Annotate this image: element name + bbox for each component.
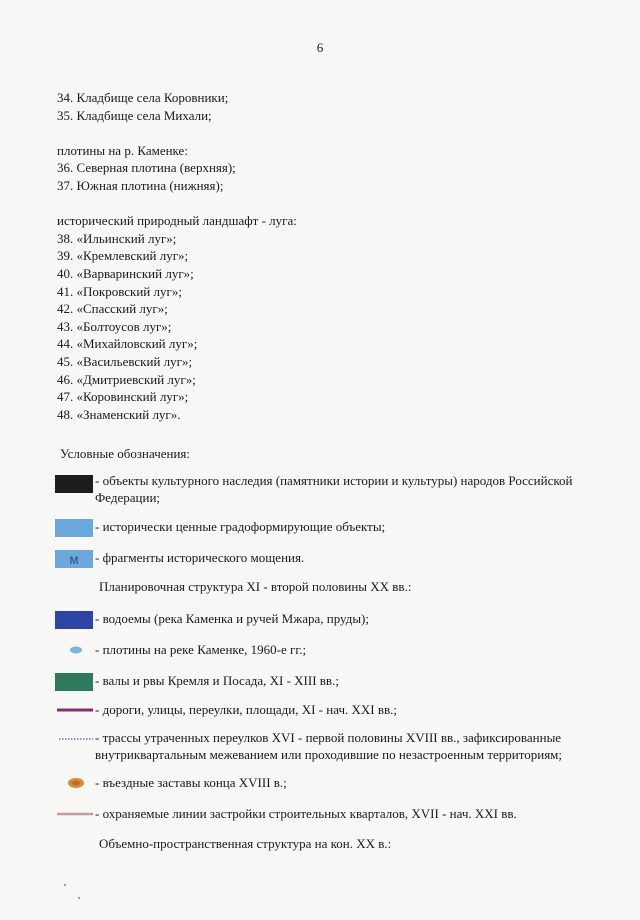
list-line: 35. Кладбище села Михали; [57,107,212,123]
subheading-planning: Планировочная структура XI - второй половины XX вв.: [99,579,412,594]
green-block-icon [55,673,93,693]
blue-m-block-icon [55,550,93,570]
light-blue-block-icon [55,519,93,539]
list-line: 43. «Болтоусов луг»; [57,318,172,334]
legend-text: - валы и рвы Кремля и Посада, XI - XIII вв.; [95,673,339,688]
list-line: 39. «Кремлевский луг»; [57,248,189,264]
page-number: 6 [316,40,324,55]
legend-text: - фрагменты исторического мощения. [95,550,305,565]
dark-blue-block-icon [55,611,93,631]
list-gap [57,195,297,213]
item-list [57,89,297,423]
legend-text: - объекты культурного наследия (памятники истории и культуры) народов Российской Федерации; [95,473,573,505]
scan-speck [78,897,80,899]
svg-text:М: М [69,555,79,567]
purple-line-icon [55,702,93,722]
list-line: 45. «Васильевский луг»; [57,353,193,369]
scan-speck [64,884,66,886]
legend-text: - трассы утраченных переулков XVI - первой половины XVIII вв., зафиксированные внутриквартальным межеванием или проходившие по незастроенным территориям; [95,730,563,762]
black-block-icon [55,473,93,495]
pink-line-icon [55,806,93,826]
orange-oval-icon [55,775,93,795]
list-line: 47. «Коровинский луг»; [57,389,189,405]
list-line: 42. «Спасский луг»; [57,301,168,317]
list-line: 34. Кладбище села Коровники; [57,90,229,105]
list-line: 38. «Ильинский луг»; [57,230,177,246]
legend-text: - исторически ценные градоформирующие объекты; [95,519,386,534]
legend-text: - охраняемые линии застройки строительных кварталов, XVII - нач. XXI вв. [95,806,517,821]
small-oval-icon [55,642,93,662]
list-heading: плотины на р. Каменке: [57,142,188,158]
legend-text: - въездные заставы конца XVIII в.; [95,775,287,790]
list-line: 36. Северная плотина (верхняя); [57,160,236,176]
list-line: 48. «Знаменский луг». [57,406,181,422]
list-gap [57,124,297,142]
list-line: 46. «Дмитриевский луг»; [57,371,196,387]
list-heading: исторический природный ландшафт - луга: [57,213,297,229]
subheading-volume: Объемно-пространственная структура на кон. XX в.: [99,836,392,851]
list-line: 40. «Варваринский луг»; [57,265,194,281]
list-line: 44. «Михайловский луг»; [57,336,198,352]
list-line: 41. «Покровский луг»; [57,283,182,299]
legend-text: - дороги, улицы, переулки, площади, XI - нач. XXI вв.; [95,702,397,717]
list-line: 37. Южная плотина (нижняя); [57,177,224,193]
dotted-line-icon [55,730,93,750]
legend-text: - плотины на реке Каменке, 1960-е гг.; [95,642,307,657]
legend-text: - водоемы (река Каменка и ручей Мжара, пруды); [95,611,369,626]
legend-title: Условные обозначения: [60,446,191,461]
